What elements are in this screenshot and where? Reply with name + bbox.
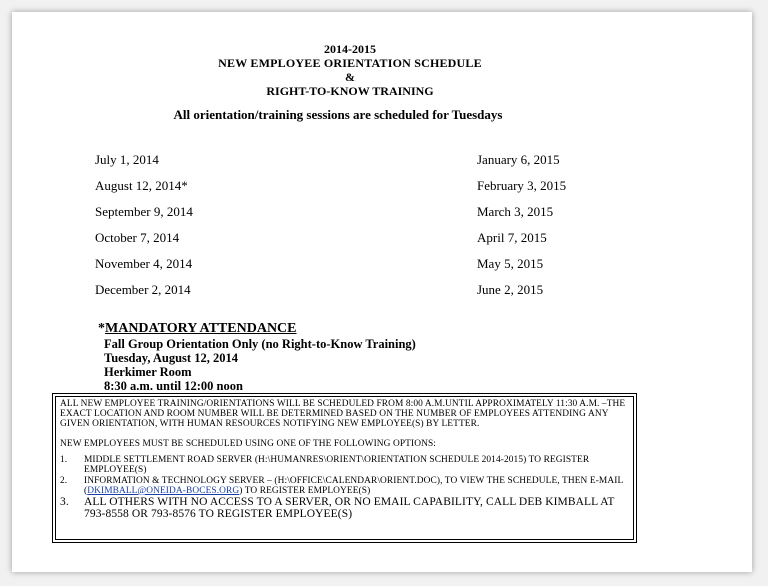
date-item: July 1, 2014 <box>95 152 159 167</box>
date-item: November 4, 2014 <box>95 256 193 271</box>
mandatory-time: 8:30 a.m. until 12:00 noon <box>104 379 243 393</box>
mandatory-star: * <box>98 321 105 336</box>
schedule-year: 2014-2015 <box>324 42 376 56</box>
option-number: 2. <box>60 475 68 486</box>
option-item <box>60 476 629 496</box>
dates-right-column <box>477 153 566 309</box>
mandatory-room: Herkimer Room <box>104 365 192 379</box>
option-text <box>84 476 629 496</box>
option-text: ALL OTHERS WITH NO ACCESS TO A SERVER, OR NO EMAIL CAPABILITY, CALL DEB KIMBALL AT 793-8558 OR 793-8576 TO REGISTER EMPLOYEE(S) <box>84 495 615 520</box>
document-page <box>12 12 752 572</box>
schedule-title: NEW EMPLOYEE ORIENTATION SCHEDULE <box>218 56 482 70</box>
schedule-note: All orientation/training sessions are scheduled for Tuesdays <box>173 107 503 122</box>
title-ampersand: & <box>345 70 355 84</box>
notice-options-intro: NEW EMPLOYEES MUST BE SCHEDULED USING ONE OF THE FOLLOWING OPTIONS: <box>60 439 436 450</box>
mandatory-attendance-block <box>98 321 416 393</box>
date-item: May 5, 2015 <box>477 256 544 271</box>
option-text-post: ) TO REGISTER EMPLOYEE(S) <box>239 485 371 496</box>
date-item: August 12, 2014* <box>95 178 188 193</box>
mandatory-line: Fall Group Orientation Only (no Right-to-Know Training) <box>104 337 416 351</box>
notice-box <box>52 393 637 543</box>
mandatory-date: Tuesday, August 12, 2014 <box>104 351 238 365</box>
date-item: January 6, 2015 <box>477 152 560 167</box>
date-item: September 9, 2014 <box>95 204 193 219</box>
schedule-subtitle: RIGHT-TO-KNOW TRAINING <box>266 84 434 98</box>
option-number: 3. <box>60 495 69 508</box>
date-item: December 2, 2014 <box>95 282 191 297</box>
date-item: March 3, 2015 <box>477 204 554 219</box>
option-text: MIDDLE SETTLEMENT ROAD SERVER (H:\HUMANRES\ORIENT\ORIENTATION SCHEDULE 2014-2015) TO REGISTER EMPLOYEE(S) <box>84 455 590 476</box>
notice-paragraph: ALL NEW EMPLOYEE TRAINING/ORIENTATIONS WILL BE SCHEDULED FROM 8:00 A.M.UNTIL APPROXIMATELY 11:30 A.M. –THE EXACT LOCATION AND ROOM NUMBER WILL BE DETERMINED BASED ON THE NUMBER OF EMPLOYEES ATTENDING ANY GIVEN ORIENTATION, WITH HUMAN RESOURCES NOTIFYING NEW EMPLOYEE(S) BY LETTER. <box>60 399 626 430</box>
email-link[interactable]: DKIMBALL@ONEIDA-BOCES.ORG <box>87 485 240 496</box>
date-item: February 3, 2015 <box>477 178 567 193</box>
mandatory-heading <box>98 321 416 337</box>
option-item <box>60 455 629 475</box>
date-item: October 7, 2014 <box>95 230 180 245</box>
date-item: April 7, 2015 <box>477 230 547 245</box>
mandatory-heading-text: MANDATORY ATTENDANCE <box>105 321 297 336</box>
date-item: June 2, 2015 <box>477 282 544 297</box>
option-item <box>60 496 629 520</box>
dates-left-column <box>95 153 193 309</box>
option-text-pre: INFORMATION & TECHNOLOGY SERVER – (H:\OFFICE\CALENDAR\ORIENT.DOC), TO VIEW THE SCHEDULE, THEN E-MAIL ( <box>84 475 623 496</box>
option-number: 1. <box>60 455 68 466</box>
